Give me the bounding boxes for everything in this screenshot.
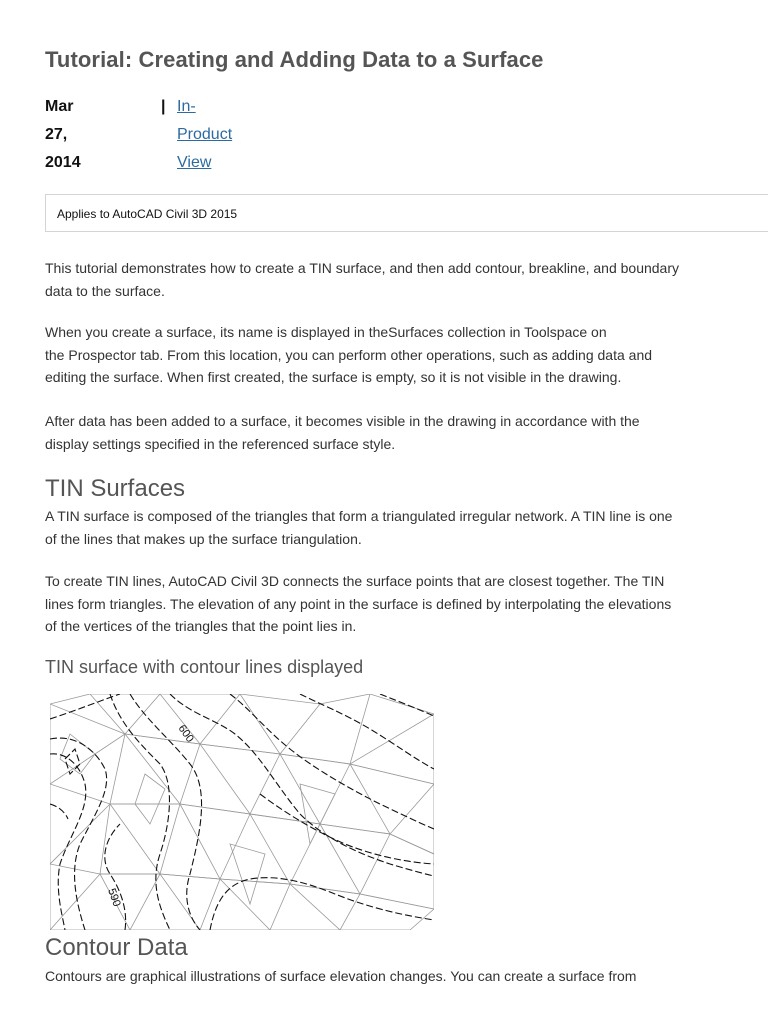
tin-surface-figure	[50, 694, 434, 930]
publish-date: Mar 27, 2014	[45, 98, 81, 171]
article-meta	[45, 93, 305, 177]
in-product-view-link[interactable]	[177, 93, 232, 177]
page-title: Tutorial: Creating and Adding Data to a Surface	[45, 47, 544, 72]
contour-label-600: 600	[175, 722, 196, 745]
link-line[interactable]: Product	[177, 126, 233, 143]
link-line[interactable]: In-	[177, 98, 196, 115]
tin-surface-drawing	[50, 694, 434, 930]
contour-label-590: 590	[105, 886, 123, 909]
tin-paragraph-2: To create TIN lines, AutoCAD Civil 3D connects the surface points that are closest together. The TIN lines form triangles. The elevation of any point in the surface is defined by interpolating the elevations of the vertices of the triangles that the point lies in.	[45, 573, 672, 634]
section-heading-tin: TIN Surfaces	[45, 475, 186, 502]
intro-paragraph-3: After data has been added to a surface, it becomes visible in the drawing in accordance with the display settings specified in the referenced surface style.	[45, 413, 640, 452]
meta-separator: |	[161, 98, 166, 115]
figure-caption: TIN surface with contour lines displayed	[45, 657, 364, 677]
tin-paragraph-1: A TIN surface is composed of the triangles that form a triangulated irregular network. A TIN line is one of the lines that makes up the surface triangulation.	[45, 508, 673, 547]
article	[45, 0, 768, 1024]
section-heading-contour: Contour Data	[45, 934, 188, 961]
contour-paragraph-1: Contours are graphical illustrations of surface elevation changes. You can create a surface from	[45, 968, 637, 984]
intro-paragraph-2: When you create a surface, its name is displayed in theSurfaces collection in Toolspace on the Prospector tab. From this location, you can perform other operations, such as adding data and editing the surface. When first created, the surface is empty, so it is not visible in the drawing.	[45, 324, 653, 385]
intro-paragraph-1: This tutorial demonstrates how to create a TIN surface, and then add contour, breakline, and boundary data to the surface.	[45, 260, 680, 299]
link-line[interactable]: View	[177, 154, 212, 171]
applies-to-box: Applies to AutoCAD Civil 3D 2015	[45, 194, 768, 232]
